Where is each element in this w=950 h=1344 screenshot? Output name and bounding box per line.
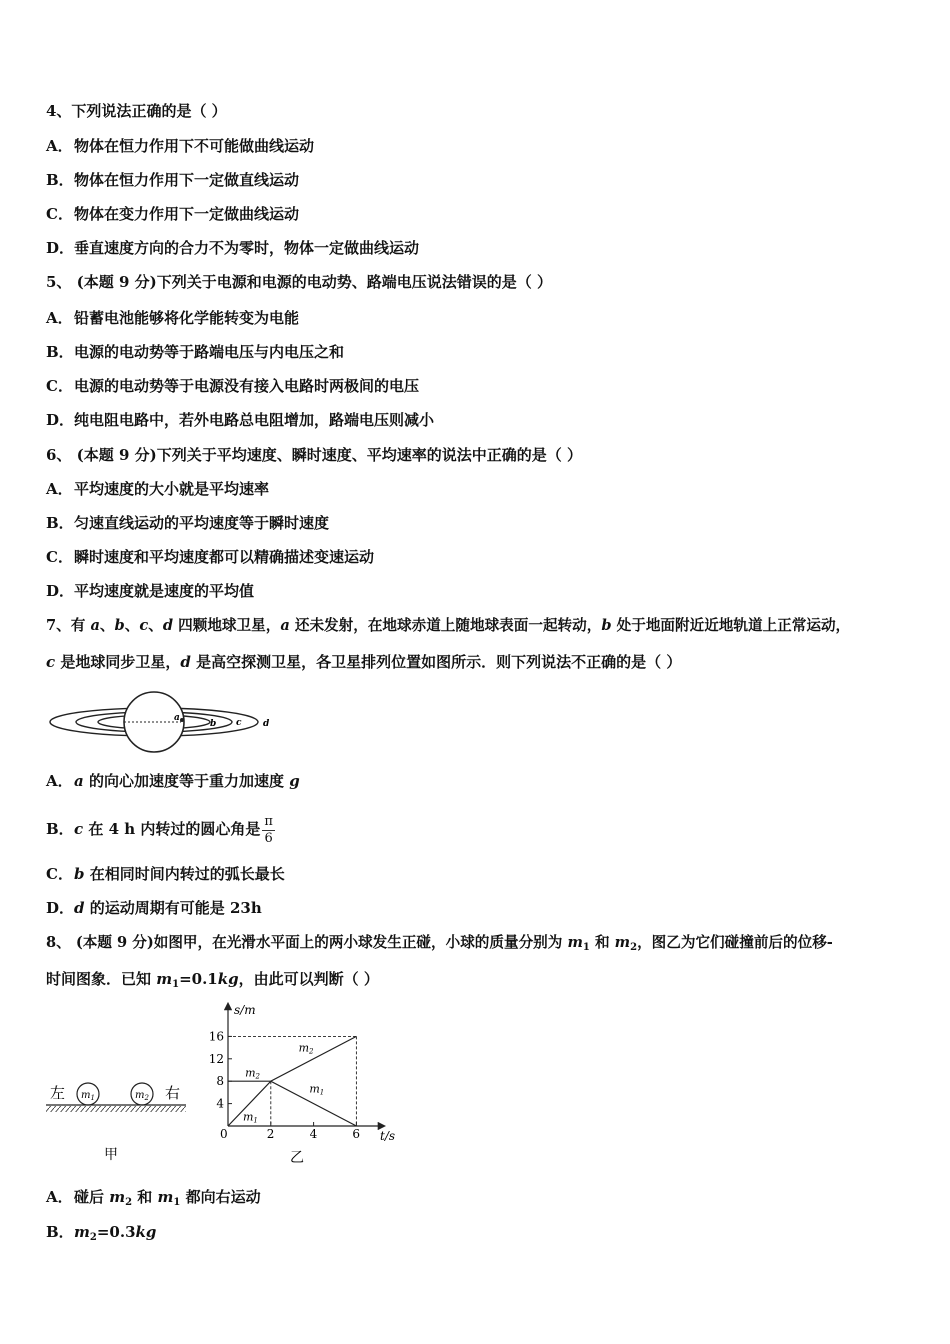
q8-option-b: B．$m_2=0.3kg$ [46,1223,157,1243]
q4-option-b: B．物体在恒力作用下一定做直线运动 [46,171,300,189]
x-tick-2: 2 [266,1127,275,1141]
ball-m2-label: $m_2$ [135,1090,149,1102]
y-axis-label: s/m [234,1003,256,1017]
q4-option-c: C．物体在变力作用下一定做曲线运动 [46,205,300,223]
y-tick-16: 16 [208,1029,224,1044]
label-c: c [236,718,242,728]
fraction-pi-over-6: $\frac{\pi}{6}$ [264,813,273,846]
ground-hatch [46,1106,186,1112]
label-d: d [263,719,270,729]
label-b: b [210,719,217,729]
satellite-orbit-figure [44,686,284,756]
ball-m1-label: $m_1$ [81,1090,95,1102]
q4-option-a: A．物体在恒力作用下不可能做曲线运动 [46,137,315,155]
x-axis-label: t/s [380,1129,396,1143]
q6-option-a: A．平均速度的大小就是平均速率 [46,480,270,498]
satellite-a-dot [180,718,184,722]
q4-stem: 4、下列说法正确的是（ ） [46,102,227,120]
q7-option-d: D．d 的运动周期有可能是 23h [46,899,262,917]
label-a: a [174,713,180,723]
origin-label: 0 [220,1127,228,1141]
y-tick-12: 12 [208,1051,224,1066]
y-tick-4: 4 [216,1096,224,1111]
q8-stem-line2: 时间图象．已知 $m_1=0.1kg$，由此可以判断（ ） [46,970,379,990]
q5-stem: 5、 (本题 9 分)下列关于电源和电源的电动势、路端电压说法错误的是（ ） [46,273,552,291]
q5-option-d: D．纯电阻电路中，若外电路总电阻增加，路端电压则减小 [46,411,435,429]
x-tick-4: 4 [309,1127,318,1141]
q6-option-b: B．匀速直线运动的平均速度等于瞬时速度 [46,514,330,532]
q6-option-c: C．瞬时速度和平均速度都可以精确描述变速运动 [46,548,375,566]
label-right: 右 [165,1084,181,1102]
series-m1-before-label: m1 [242,1110,258,1125]
st-chart [200,1000,410,1168]
q8-option-a: A．碰后 $m_2$ 和 $m_1$ 都向右运动 [46,1188,261,1208]
q4-option-d: D．垂直速度方向的合力不为零时，物体一定做曲线运动 [46,239,420,257]
q5-option-b: B．电源的电动势等于路端电压与内电压之和 [46,343,345,361]
q5-option-a: A．铅蓄电池能够将化学能转变为电能 [46,309,300,327]
q7-stem-line2: c 是地球同步卫星，d 是高空探测卫星，各卫星排列位置如图所示．则下列说法不正确的是（ ） [46,653,682,671]
label-left: 左 [50,1084,66,1102]
x-tick-6: 6 [352,1127,361,1141]
q7-option-b: B．c 在 4 h 内转过的圆心角是 $\frac{\pi}{6}$ [46,813,273,846]
q6-stem: 6、 (本题 9 分)下列关于平均速度、瞬时速度、平均速率的说法中正确的是（ ） [46,446,582,464]
figure-jia [44,1072,194,1167]
q7-stem-line1: 7、有 a、b、c、d 四颗地球卫星，a 还未发射，在地球赤道上随地球表面一起转动，b 处于地面附近近地轨道上正常运动， [46,617,851,634]
q8-stem-line1: 8、 (本题 9 分)如图甲，在光滑水平面上的两小球发生正碰，小球的质量分别为 $m_1$ 和 $m_2$，图乙为它们碰撞前后的位移- [46,934,833,953]
q7-option-a: A．a 的向心加速度等于重力加速度 g [46,772,300,790]
q6-option-d: D．平均速度就是速度的平均值 [46,582,255,600]
q7-option-c: C．b 在相同时间内转过的弧长最长 [46,865,285,883]
caption-jia: 甲 [104,1147,118,1163]
y-tick-8: 8 [216,1074,224,1089]
q5-option-c: C．电源的电动势等于电源没有接入电路时两极间的电压 [46,377,420,395]
caption-yi: 乙 [290,1150,304,1166]
series-m2-before-label: m2 [245,1066,261,1081]
series-m2-after-label: m2 [298,1041,314,1056]
series-m1-after-label: m1 [309,1082,325,1097]
